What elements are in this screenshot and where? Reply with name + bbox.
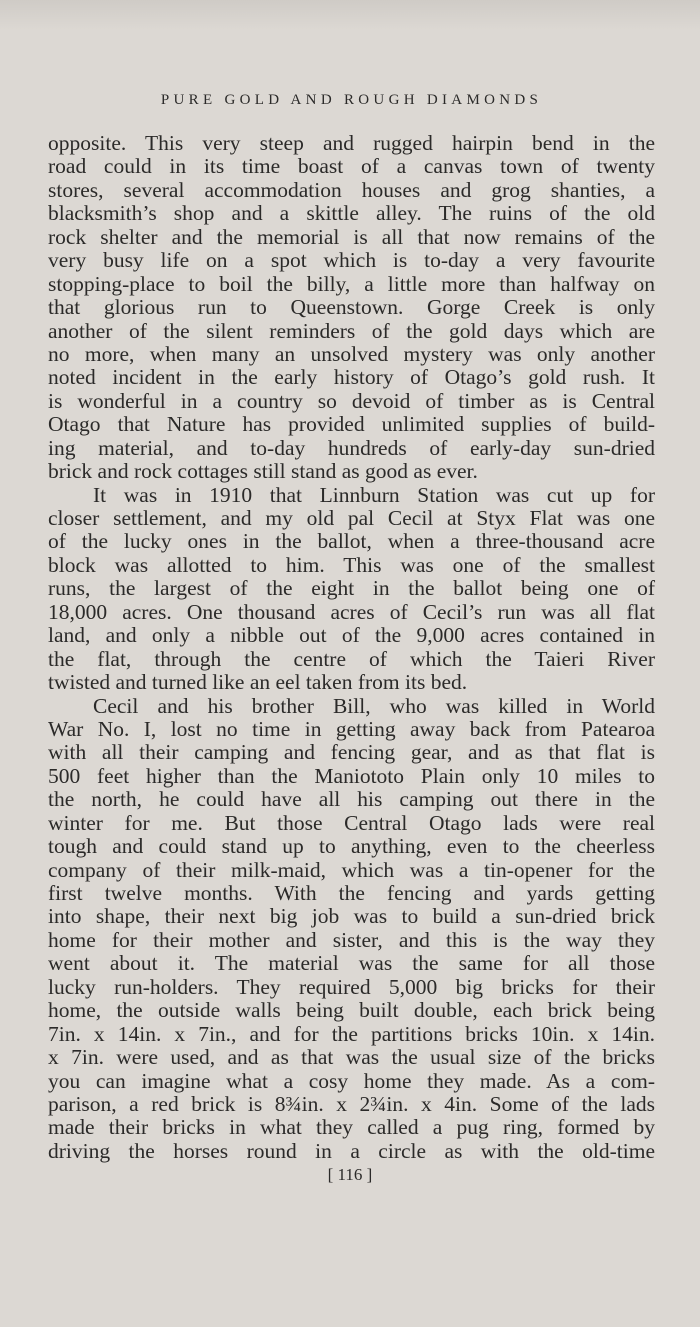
text-line: 18,000 acres. One thousand acres of Cecil’s run was all flat — [48, 599, 655, 624]
text-line: that glorious run to Queenstown. Gorge Creek is only — [48, 295, 655, 320]
text-line: the north, he could have all his camping out there in the — [48, 787, 655, 812]
text-line: is wonderful in a country so devoid of timber as is Central — [48, 388, 655, 413]
text-line: blacksmith’s shop and a skittle alley. The ruins of the old — [48, 201, 655, 226]
text-line: no more, when many an unsolved mystery was only another — [48, 341, 655, 366]
text-line: tough and could stand up to anything, even to the cheerless — [48, 834, 655, 859]
text-line: brick and rock cottages still stand as good as ever. — [48, 459, 478, 484]
text-line: made their bricks in what they called a pug ring, formed by — [48, 1115, 655, 1140]
paragraph — [48, 695, 655, 1164]
text-line: Otago that Nature has provided unlimited supplies of build- — [48, 412, 655, 437]
text-line: twisted and turned like an eel taken from its bed. — [48, 670, 468, 695]
text-line: closer settlement, and my old pal Cecil at Styx Flat was one — [48, 506, 655, 530]
text-line: opposite. This very steep and rugged hairpin bend in the — [48, 131, 655, 155]
text-line: driving the horses round in a circle as with the old-time — [48, 1138, 655, 1163]
text-line: the flat, through the centre of which the Taieri River — [48, 646, 655, 671]
text-line: War No. I, lost no time in getting away back from Patearoa — [48, 716, 655, 741]
text-line: company of their milk-maid, which was a tin-opener for the — [48, 857, 655, 882]
text-line: another of the silent reminders of the gold days which are — [48, 318, 655, 343]
text-line: Cecil and his brother Bill, who was killed in World — [93, 693, 655, 718]
text-line: home, the outside walls being built double, each brick being — [48, 998, 655, 1023]
text-line: noted incident in the early history of Otago’s gold rush. It — [48, 365, 655, 390]
text-line: runs, the largest of the eight in the ballot being one of — [48, 576, 655, 601]
text-line: you can imagine what a cosy home they made. As a com- — [48, 1068, 655, 1093]
text-line: of the lucky ones in the ballot, when a three-thousand acre — [48, 529, 655, 554]
text-line: winter for me. But those Central Otago lads were real — [48, 810, 655, 835]
body-text — [48, 132, 655, 1163]
page-number: [ 116 ] — [327, 1165, 373, 1184]
text-line: stores, several accommodation houses and grog shanties, a — [48, 177, 655, 202]
text-line: rock shelter and the memorial is all that now remains of the — [48, 224, 655, 249]
text-line: block was allotted to him. This was one of the smallest — [48, 552, 655, 577]
paragraph — [48, 484, 655, 695]
text-line: home for their mother and sister, and this is the way they — [48, 927, 655, 952]
paragraph — [48, 132, 655, 484]
running-head: PURE GOLD AND ROUGH DIAMONDS — [160, 92, 543, 108]
text-line: stopping-place to boil the billy, a little more than halfway on — [48, 271, 655, 296]
text-line: ing material, and to-day hundreds of early-day sun-dried — [48, 435, 655, 460]
text-line: parison, a red brick is 8¾in. x 2¾in. x 4in. Some of the lads — [48, 1091, 655, 1116]
text-line: went about it. The material was the same for all those — [48, 951, 655, 976]
text-line: first twelve months. With the fencing and yards getting — [48, 881, 655, 905]
text-line: into shape, their next big job was to build a sun-dried brick — [48, 904, 655, 929]
text-line: road could in its time boast of a canvas town of twenty — [48, 154, 655, 179]
text-line: 7in. x 14in. x 7in., and for the partitions bricks 10in. x 14in. — [48, 1021, 655, 1046]
text-line: with all their camping and fencing gear, and as that flat is — [48, 740, 655, 765]
text-line: land, and only a nibble out of the 9,000 acres contained in — [48, 623, 655, 648]
text-line: very busy life on a spot which is to-day a very favourite — [48, 248, 655, 273]
text-line: lucky run-holders. They required 5,000 big bricks for their — [48, 974, 655, 999]
text-line: x 7in. were used, and as that was the usual size of the bricks — [48, 1045, 655, 1070]
scan-shadow — [0, 0, 700, 30]
text-line: 500 feet higher than the Maniototo Plain only 10 miles to — [48, 763, 655, 788]
text-line: It was in 1910 that Linnburn Station was cut up for — [93, 482, 655, 507]
